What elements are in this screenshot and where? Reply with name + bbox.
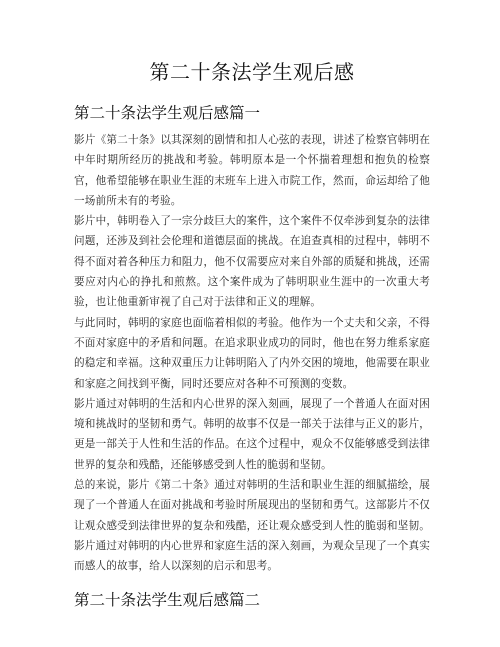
paragraph-1: 影片《第二十条》以其深刻的剧情和扣人心弦的表现，讲述了检察官韩明在中年时期所经历的挑战和考验。韩明原本是一个怀揣着理想和抱负的检察官，他希望能够在职业生涯的末班车上进入市院工作，然而，命运却给了他一场前所未有的考验。: [74, 134, 430, 207]
section-heading-2: 第二十条法学生观后感篇二: [74, 590, 261, 609]
paragraph-3: 与此同时，韩明的家庭也面临着相似的考验。他作为一个丈夫和父亲，不得不面对家庭中的矛盾和问题。在追求职业成功的同时，他也在努力维系家庭的稳定和幸福。这种双重压力让韩明陷入了内外交困的境地，他需要在职业和家庭之间找到平衡，同时还要应对各种不可预测的变数。: [74, 316, 430, 390]
paragraph-2: 影片中，韩明卷入了一宗分歧巨大的案件，这个案件不仅牵涉到复杂的法律问题，还涉及到社会伦理和道德层面的挑战。在追查真相的过程中，韩明不得不面对着各种压力和阻力，他不仅需要应对来自外部的质疑和挑战，还需要应对内心的挣扎和煎熬。这个案件成为了韩明职业生涯中的一次重大考验，也让他重新审视了自己对于法律和正义的理解。: [74, 215, 430, 309]
paragraph-4: 影片通过对韩明的生活和内心世界的深入刻画，展现了一个普通人在面对困境和挑战时的坚韧和勇气。韩明的故事不仅是一部关于法律与正义的影片，更是一部关于人性和生活的作品。在这个过程中，观众不仅能够感受到法律世界的复杂和残酷，还能够感受到人性的脆弱和坚韧。: [74, 397, 430, 471]
paragraph-5: 总的来说，影片《第二十条》通过对韩明的生活和职业生涯的细腻描绘，展现了一个普通人在面对挑战和考验时所展现出的坚韧和勇气。这部影片不仅让观众感受到法律世界的复杂和残酷，还让观众感受到人性的脆弱和坚韧。影片通过对韩明的内心世界和家庭生活的深入刻画，为观众呈现了一个真实而感人的故事，给人以深刻的启示和思考。: [74, 479, 430, 573]
section-heading-1: 第二十条法学生观后感篇一: [74, 104, 261, 122]
document-title: 第二十条法学生观后感: [149, 60, 355, 84]
